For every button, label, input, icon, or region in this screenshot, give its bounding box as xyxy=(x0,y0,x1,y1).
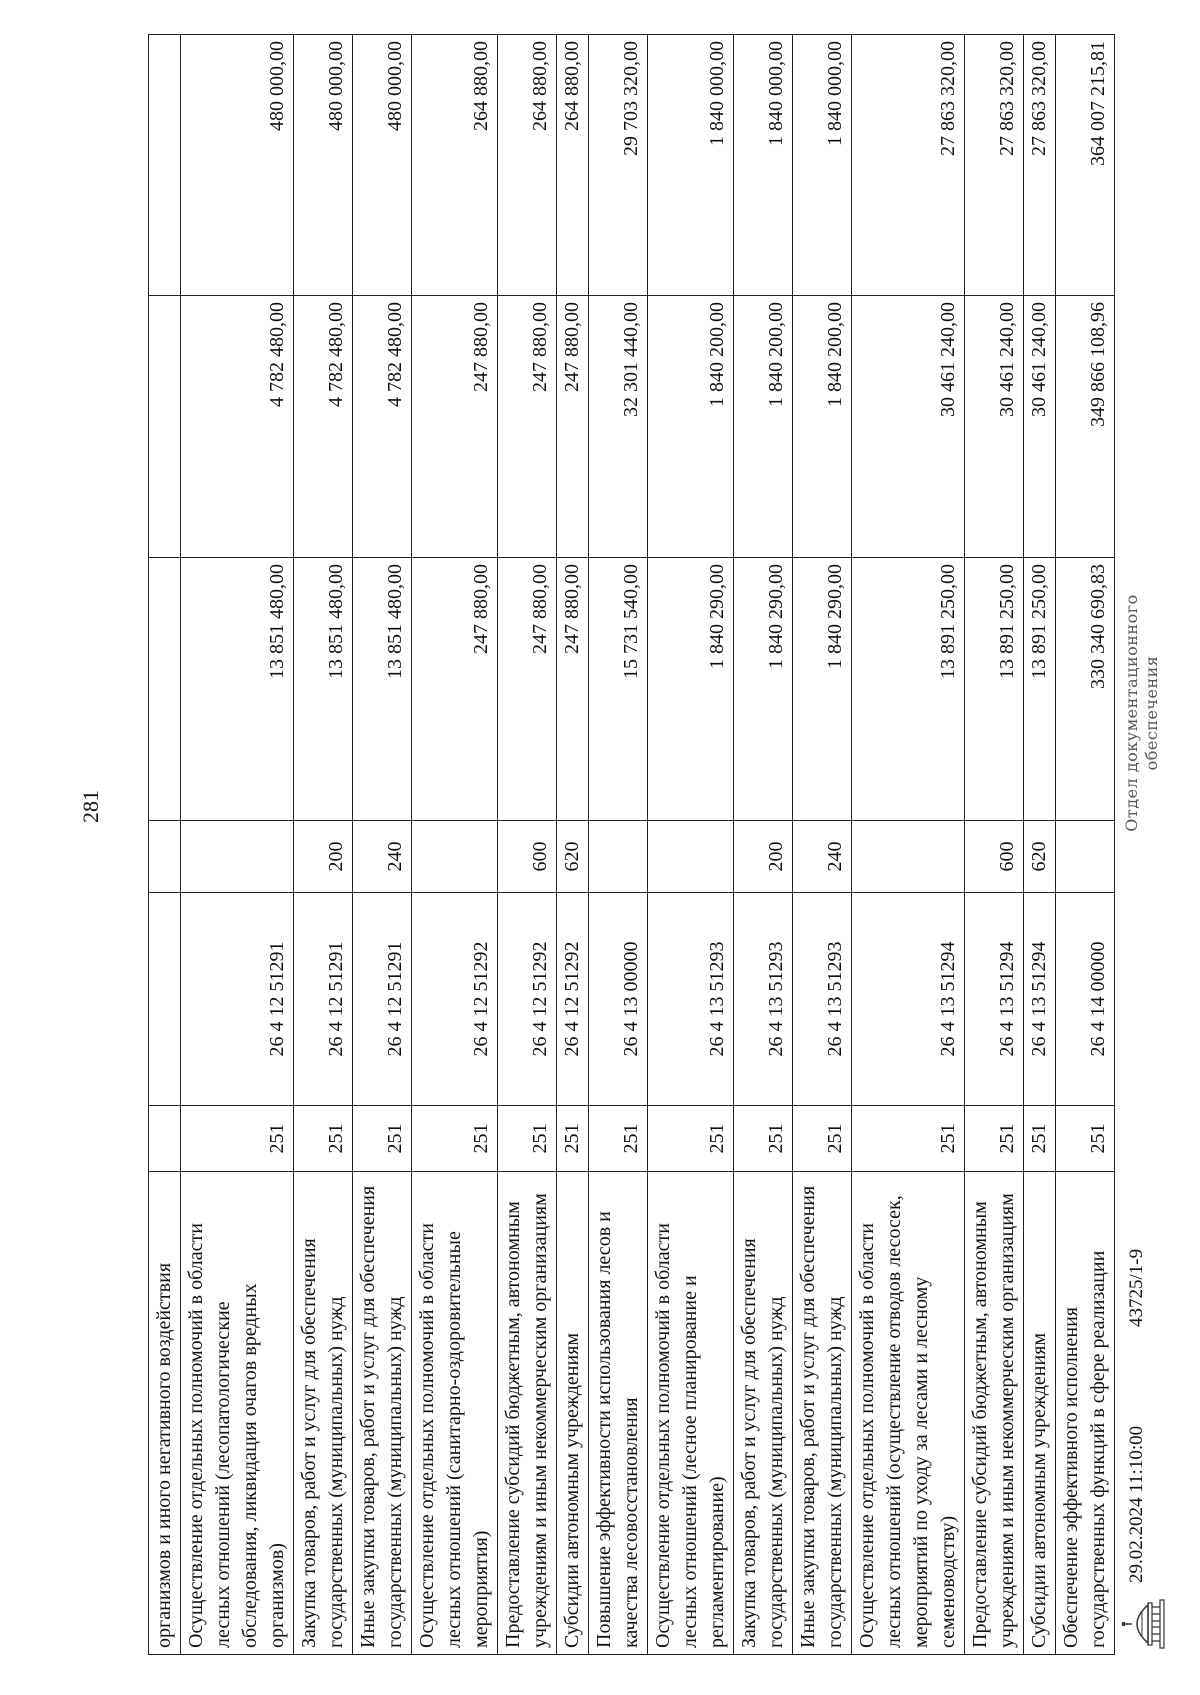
footer-date: 29.02.2024 11:10:00 xyxy=(1126,1425,1147,1583)
row-vr-cell xyxy=(589,821,648,893)
table-row xyxy=(181,35,294,1655)
stamp-line-1: Отдел документационного xyxy=(1122,594,1141,832)
row-amount-2024-cell: 247 880,00 xyxy=(498,558,557,821)
row-vr-cell xyxy=(852,821,965,893)
row-csr-cell: 26 4 12 51291 xyxy=(353,893,412,1106)
row-vr-cell: 600 xyxy=(965,821,1024,893)
row-name-cell: Иные закупки товаров, работ и услуг для обеспечения государственных (муниципальных) нужд xyxy=(793,1172,852,1655)
row-amount-2024-cell: 247 880,00 xyxy=(412,558,498,821)
row-code-cell: 251 xyxy=(557,1106,589,1172)
budget-table xyxy=(148,34,1115,1655)
row-amount-2026-cell: 264 880,00 xyxy=(412,35,498,296)
row-amount-2025-cell: 32 301 440,00 xyxy=(589,296,648,558)
row-name-cell: Осуществление отдельных полномочий в области лесных отношений (санитарно-оздоровительные мероприятия) xyxy=(412,1172,498,1655)
row-name-cell: Предоставление субсидий бюджетным, автономным учреждениям и иным некоммерческим организациям xyxy=(965,1172,1024,1655)
row-csr-cell: 26 4 13 51293 xyxy=(648,893,734,1106)
row-amount-2025-cell: 30 461 240,00 xyxy=(852,296,965,558)
row-vr-cell: 600 xyxy=(498,821,557,893)
row-vr-cell: 240 xyxy=(793,821,852,893)
row-amount-2025-cell: 1 840 200,00 xyxy=(734,296,793,558)
table-row xyxy=(498,35,557,1655)
table-row xyxy=(793,35,852,1655)
row-amount-2026-cell: 364 007 215,81 xyxy=(1056,35,1115,296)
row-amount-2024-cell: 1 840 290,00 xyxy=(734,558,793,821)
row-csr-cell: 26 4 12 51291 xyxy=(294,893,353,1106)
row-code-cell: 251 xyxy=(648,1106,734,1172)
department-stamp xyxy=(1122,563,1162,863)
row-code-cell xyxy=(149,1106,181,1172)
row-amount-2025-cell: 1 840 200,00 xyxy=(793,296,852,558)
row-amount-2024-cell: 13 891 250,00 xyxy=(1024,558,1056,821)
row-amount-2025-cell: 4 782 480,00 xyxy=(181,296,294,558)
row-csr-cell: 26 4 13 51293 xyxy=(793,893,852,1106)
table-row xyxy=(1056,35,1115,1655)
row-code-cell: 251 xyxy=(734,1106,793,1172)
row-amount-2024-cell: 13 891 250,00 xyxy=(852,558,965,821)
row-csr-cell: 26 4 13 51294 xyxy=(1024,893,1056,1106)
table-body xyxy=(149,35,1115,1655)
row-amount-2024-cell: 247 880,00 xyxy=(557,558,589,821)
row-code-cell: 251 xyxy=(294,1106,353,1172)
row-code-cell: 251 xyxy=(412,1106,498,1172)
row-amount-2026-cell: 1 840 000,00 xyxy=(734,35,793,296)
row-amount-2025-cell: 30 461 240,00 xyxy=(1024,296,1056,558)
row-csr-cell: 26 4 13 51294 xyxy=(852,893,965,1106)
table-row xyxy=(965,35,1024,1655)
table-row xyxy=(734,35,793,1655)
row-name-cell: организмов и иного негативного воздействия xyxy=(149,1172,181,1655)
row-amount-2024-cell: 13 851 480,00 xyxy=(353,558,412,821)
row-amount-2024-cell: 13 851 480,00 xyxy=(294,558,353,821)
row-amount-2026-cell: 480 000,00 xyxy=(353,35,412,296)
table-row xyxy=(353,35,412,1655)
row-amount-2025-cell: 349 866 108,96 xyxy=(1056,296,1115,558)
row-amount-2026-cell: 480 000,00 xyxy=(181,35,294,296)
stamp-line-2: обеспечения xyxy=(1142,655,1161,771)
table-row xyxy=(294,35,353,1655)
row-csr-cell: 26 4 12 51292 xyxy=(557,893,589,1106)
row-amount-2025-cell: 247 880,00 xyxy=(557,296,589,558)
row-csr-cell: 26 4 14 00000 xyxy=(1056,893,1115,1106)
table-row xyxy=(149,35,181,1655)
row-csr-cell xyxy=(149,893,181,1106)
row-csr-cell: 26 4 12 51292 xyxy=(498,893,557,1106)
row-vr-cell: 620 xyxy=(1024,821,1056,893)
table-row xyxy=(557,35,589,1655)
row-csr-cell: 26 4 13 51293 xyxy=(734,893,793,1106)
row-csr-cell: 26 4 12 51292 xyxy=(412,893,498,1106)
dome-logo-icon xyxy=(1122,1597,1166,1651)
row-vr-cell xyxy=(1056,821,1115,893)
row-name-cell: Осуществление отдельных полномочий в области лесных отношений (лесное планирование и регламентирование) xyxy=(648,1172,734,1655)
row-name-cell: Иные закупки товаров, работ и услуг для обеспечения государственных (муниципальных) нужд xyxy=(353,1172,412,1655)
row-name-cell: Повышение эффективности использования лесов и качества лесовосстановления xyxy=(589,1172,648,1655)
row-amount-2025-cell: 247 880,00 xyxy=(498,296,557,558)
row-code-cell: 251 xyxy=(1024,1106,1056,1172)
row-code-cell: 251 xyxy=(1056,1106,1115,1172)
row-amount-2026-cell: 1 840 000,00 xyxy=(793,35,852,296)
row-code-cell: 251 xyxy=(793,1106,852,1172)
row-amount-2025-cell: 247 880,00 xyxy=(412,296,498,558)
row-amount-2024-cell xyxy=(149,558,181,821)
footer-document-id: 43725/1-9 xyxy=(1126,1248,1147,1327)
row-amount-2024-cell: 1 840 290,00 xyxy=(793,558,852,821)
table-row xyxy=(1024,35,1056,1655)
row-amount-2026-cell: 27 863 320,00 xyxy=(965,35,1024,296)
row-amount-2026-cell: 480 000,00 xyxy=(294,35,353,296)
row-name-cell: Субсидии автономным учреждениям xyxy=(557,1172,589,1655)
row-amount-2025-cell xyxy=(149,296,181,558)
row-code-cell: 251 xyxy=(965,1106,1024,1172)
row-vr-cell xyxy=(648,821,734,893)
row-name-cell: Осуществление отдельных полномочий в области лесных отношений (лесопатологические обследования, ликвидация очагов вредных организмов) xyxy=(181,1172,294,1655)
row-csr-cell: 26 4 13 00000 xyxy=(589,893,648,1106)
row-amount-2024-cell: 13 851 480,00 xyxy=(181,558,294,821)
row-code-cell: 251 xyxy=(852,1106,965,1172)
row-vr-cell xyxy=(181,821,294,893)
row-vr-cell: 200 xyxy=(294,821,353,893)
row-name-cell: Предоставление субсидий бюджетным, автономным учреждениям и иным некоммерческим организациям xyxy=(498,1172,557,1655)
row-csr-cell: 26 4 13 51294 xyxy=(965,893,1024,1106)
table-row xyxy=(412,35,498,1655)
row-code-cell: 251 xyxy=(498,1106,557,1172)
row-amount-2025-cell: 1 840 200,00 xyxy=(648,296,734,558)
page-number: 281 xyxy=(78,790,103,823)
row-name-cell: Закупка товаров, работ и услуг для обеспечения государственных (муниципальных) нужд xyxy=(294,1172,353,1655)
row-code-cell: 251 xyxy=(181,1106,294,1172)
row-name-cell: Осуществление отдельных полномочий в области лесных отношений (осуществление отводов лесосек, мероприятий по уходу за лесами и лесному семеноводству) xyxy=(852,1172,965,1655)
table-row xyxy=(852,35,965,1655)
row-vr-cell xyxy=(412,821,498,893)
row-name-cell: Обеспечение эффективного исполнения государственных функций в сфере реализации xyxy=(1056,1172,1115,1655)
row-vr-cell: 200 xyxy=(734,821,793,893)
row-amount-2024-cell: 330 340 690,83 xyxy=(1056,558,1115,821)
row-amount-2024-cell: 1 840 290,00 xyxy=(648,558,734,821)
row-name-cell: Закупка товаров, работ и услуг для обеспечения государственных (муниципальных) нужд xyxy=(734,1172,793,1655)
row-vr-cell: 240 xyxy=(353,821,412,893)
row-amount-2026-cell: 1 840 000,00 xyxy=(648,35,734,296)
row-amount-2026-cell: 264 880,00 xyxy=(557,35,589,296)
row-amount-2026-cell: 27 863 320,00 xyxy=(852,35,965,296)
table-row xyxy=(648,35,734,1655)
row-amount-2026-cell: 27 863 320,00 xyxy=(1024,35,1056,296)
table-row xyxy=(589,35,648,1655)
row-csr-cell: 26 4 12 51291 xyxy=(181,893,294,1106)
footer-logo xyxy=(1122,1597,1171,1651)
row-code-cell: 251 xyxy=(353,1106,412,1172)
row-amount-2025-cell: 4 782 480,00 xyxy=(294,296,353,558)
row-vr-cell xyxy=(149,821,181,893)
row-code-cell: 251 xyxy=(589,1106,648,1172)
row-amount-2024-cell: 15 731 540,00 xyxy=(589,558,648,821)
row-amount-2025-cell: 4 782 480,00 xyxy=(353,296,412,558)
row-amount-2025-cell: 30 461 240,00 xyxy=(965,296,1024,558)
row-amount-2024-cell: 13 891 250,00 xyxy=(965,558,1024,821)
row-amount-2026-cell: 264 880,00 xyxy=(498,35,557,296)
row-name-cell: Субсидии автономным учреждениям xyxy=(1024,1172,1056,1655)
row-vr-cell: 620 xyxy=(557,821,589,893)
row-amount-2026-cell: 29 703 320,00 xyxy=(589,35,648,296)
row-amount-2026-cell xyxy=(149,35,181,296)
